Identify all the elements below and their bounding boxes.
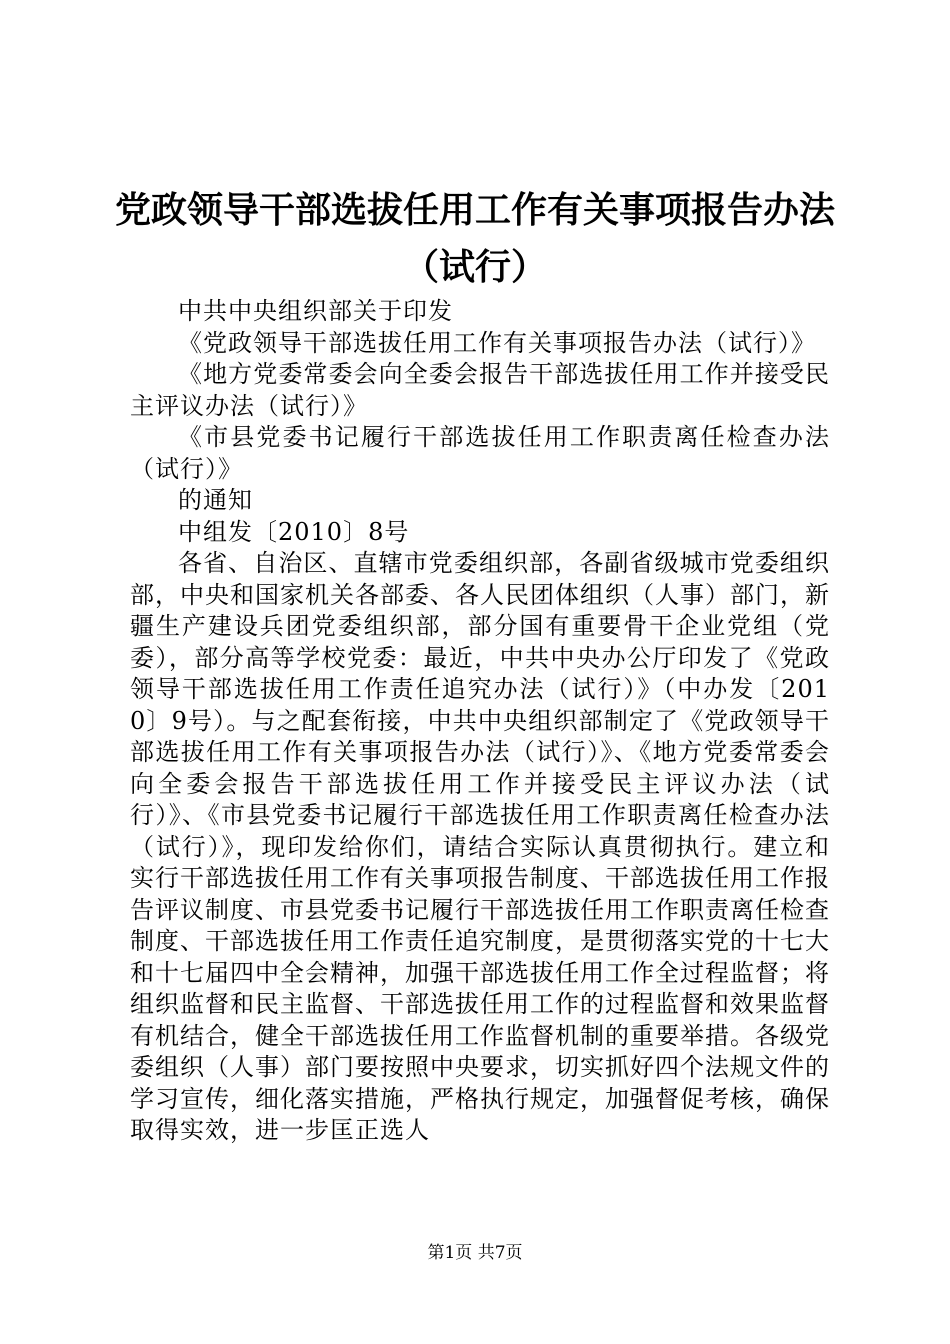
paragraph: 《党政领导干部选拔任用工作有关事项报告办法（试行）》 — [178, 328, 816, 357]
paragraph: 中组发〔2010〕8号 — [178, 517, 410, 546]
document-body — [130, 296, 830, 1147]
page-number-footer: 第1页 共7页 — [427, 1243, 523, 1263]
paragraph: 《市县党委书记履行干部选拔任用工作职责离任检查办法（试行）》 — [130, 423, 830, 483]
paragraph: 《地方党委常委会向全委会报告干部选拔任用工作并接受民主评议办法（试行）》 — [130, 360, 830, 420]
document-title-subtitle: （试行） — [402, 246, 547, 288]
paragraph: 各省、自治区、直辖市党委组织部，各副省级城市党委组织部，中央和国家机关各部委、各人民团体组织（人事）部门，新疆生产建设兵团党委组织部，部分国有重要骨干企业党组（党委），部分高等学校党委：最近，中共中央办公厅印发了《党政领导干部选拔任用工作责任追究办法（试行）》（中办发〔2010〕9号）。与之配套衔接，中共中央组织部制定了《党政领导干部选拔任用工作有关事项报告办法（试行）》、《地方党委常委会向全委会报告干部选拔任用工作并接受民主评议办法（试行）》、《市县党委书记履行干部选拔任用工作职责离任检查办法（试行）》，现印发给你们，请结合实际认真贯彻执行。建立和实行干部选拔任用工作有关事项报告制度、干部选拔任用工作报告评议制度、市县党委书记履行干部选拔任用工作职责离任检查制度、干部选拔任用工作责任追究制度，是贯彻落实党的十七大和十七届四中全会精神，加强干部选拔任用工作全过程监督；将组织监督和民主监督、干部选拔任用工作的过程监督和效果监督有机结合，健全干部选拔任用工作监督机制的重要举措。各级党委组织（人事）部门要按照中央要求，切实抓好四个法规文件的学习宣传，细化落实措施，严格执行规定，加强督促考核，确保取得实效，进一步匡正选人 — [130, 549, 830, 1144]
document-title: 党政领导干部选拔任用工作有关事项报告办法 — [114, 189, 835, 231]
paragraph: 的通知 — [178, 486, 253, 514]
paragraph: 中共中央组织部关于印发 — [178, 297, 453, 325]
